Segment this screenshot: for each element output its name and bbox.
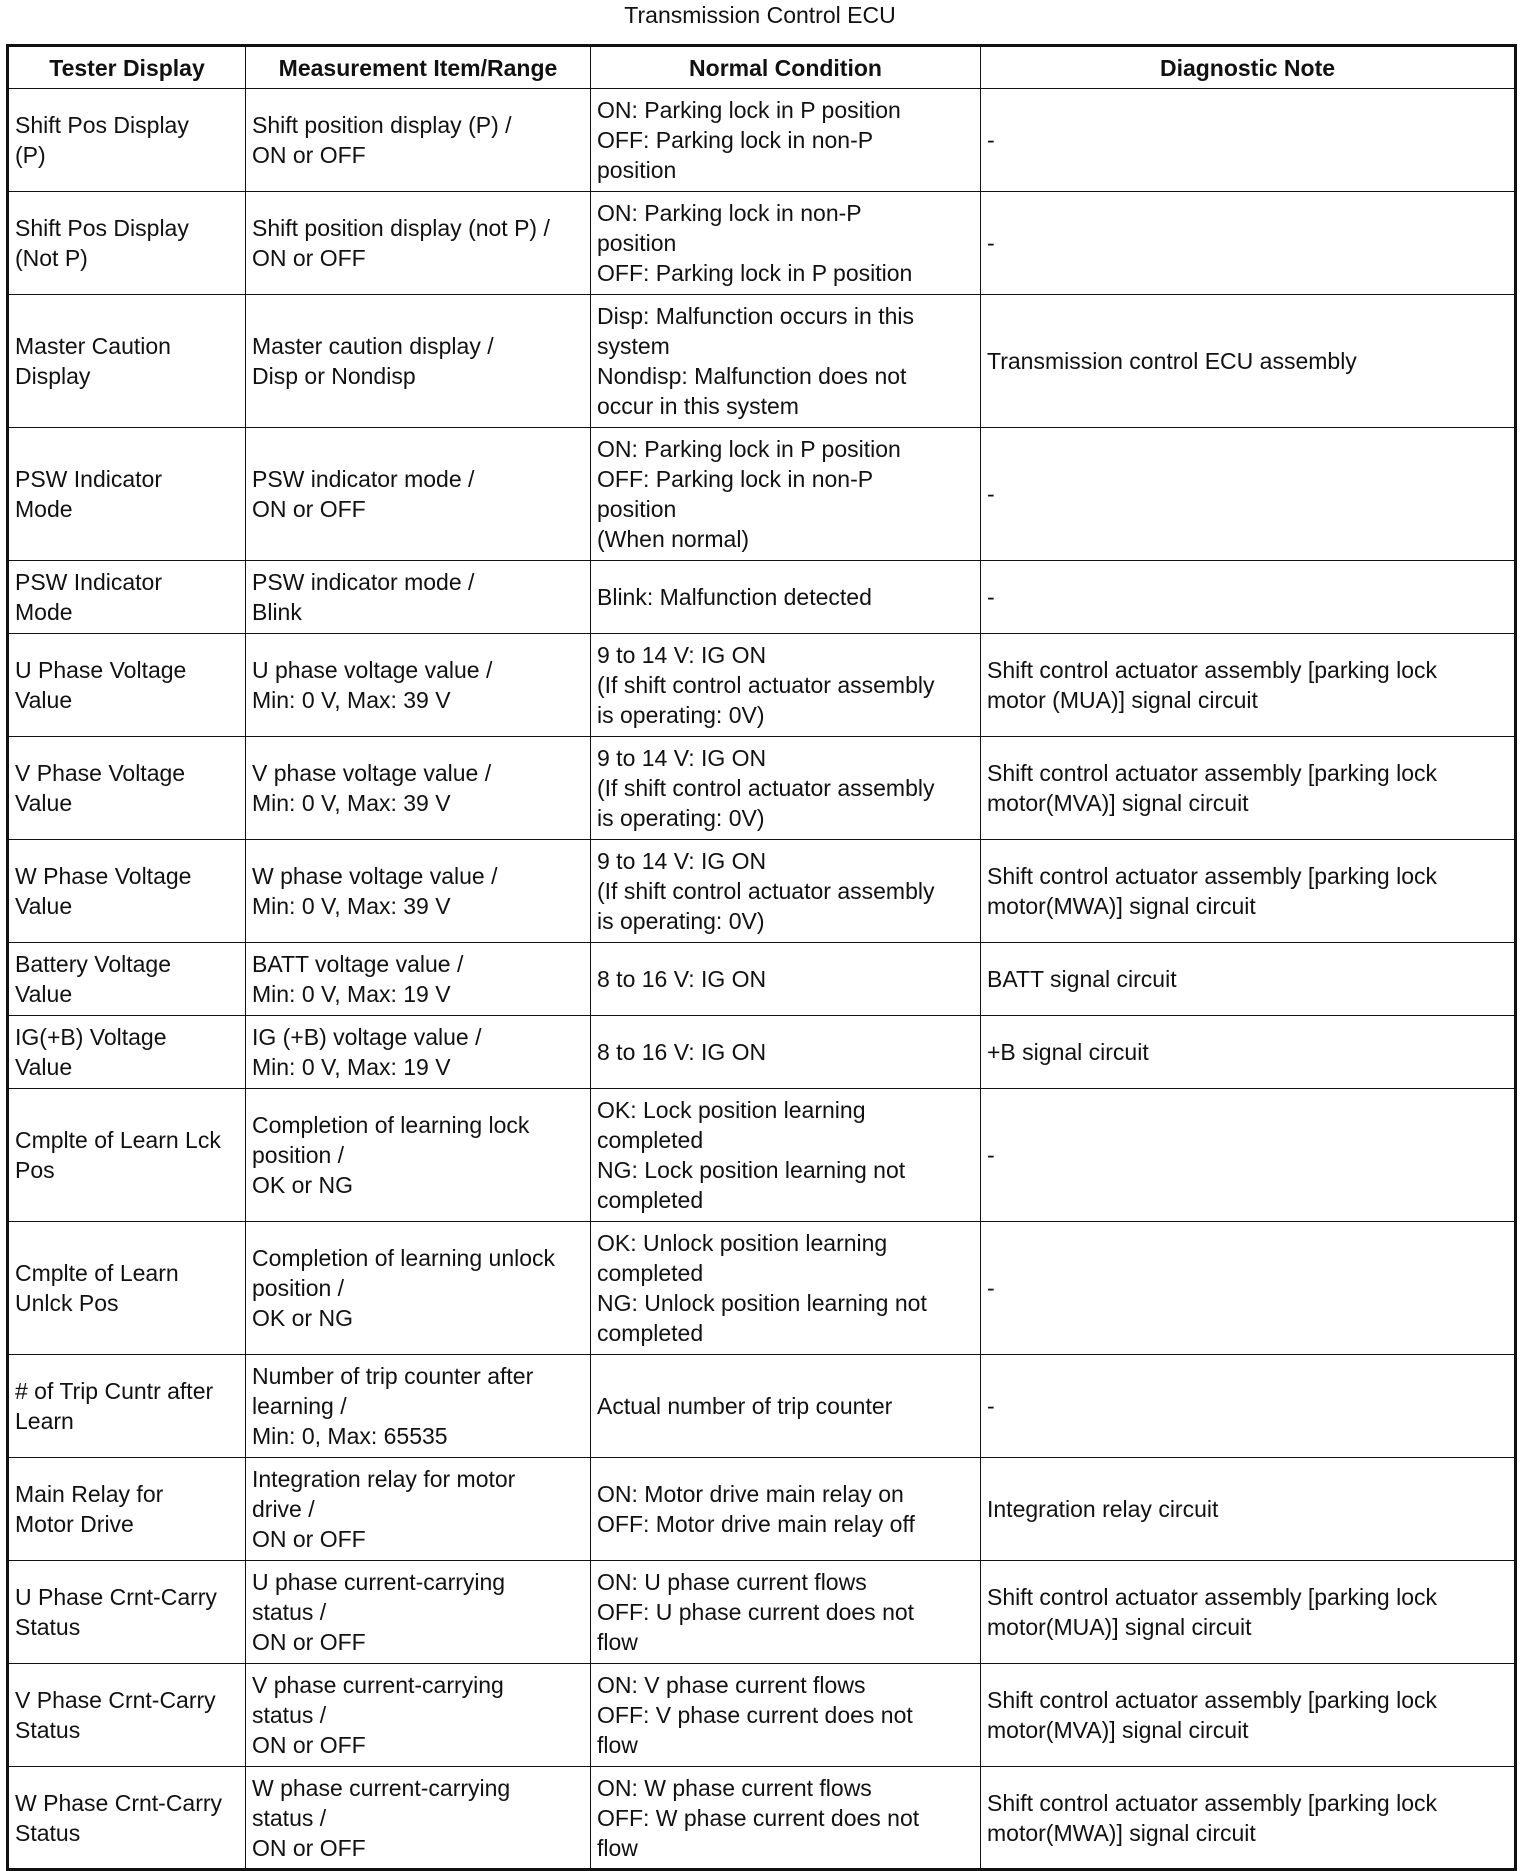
- tester-display-cell: Master Caution Display: [8, 295, 246, 428]
- tester-display-cell: U Phase Crnt-Carry Status: [8, 1561, 246, 1664]
- diagnostic-note-cell: Transmission control ECU assembly: [981, 295, 1516, 428]
- measurement-cell: V phase voltage value / Min: 0 V, Max: 39 V: [246, 737, 591, 840]
- table-row: [8, 192, 1516, 295]
- diagnostic-note-cell: Shift control actuator assembly [parking lock motor (MUA)] signal circuit: [981, 634, 1516, 737]
- tester-display-cell: V Phase Crnt-Carry Status: [8, 1664, 246, 1767]
- tester-display-cell: V Phase Voltage Value: [8, 737, 246, 840]
- diagnostic-note-cell: -: [981, 1222, 1516, 1355]
- normal-condition-cell: ON: U phase current flows OFF: U phase current does not flow: [591, 1561, 981, 1664]
- column-header-tester-display: Tester Display: [8, 46, 246, 89]
- measurement-cell: Completion of learning unlock position / OK or NG: [246, 1222, 591, 1355]
- measurement-cell: Number of trip counter after learning / Min: 0, Max: 65535: [246, 1355, 591, 1458]
- measurement-cell: Completion of learning lock position / OK or NG: [246, 1089, 591, 1222]
- normal-condition-cell: OK: Unlock position learning completed NG: Unlock position learning not completed: [591, 1222, 981, 1355]
- normal-condition-cell: ON: Parking lock in P position OFF: Parking lock in non-P position (When normal): [591, 428, 981, 561]
- measurement-cell: PSW indicator mode / ON or OFF: [246, 428, 591, 561]
- measurement-cell: Integration relay for motor drive / ON or OFF: [246, 1458, 591, 1561]
- normal-condition-cell: ON: V phase current flows OFF: V phase current does not flow: [591, 1664, 981, 1767]
- tester-display-cell: W Phase Voltage Value: [8, 840, 246, 943]
- normal-condition-cell: ON: Parking lock in non-P position OFF: Parking lock in P position: [591, 192, 981, 295]
- measurement-cell: U phase voltage value / Min: 0 V, Max: 39 V: [246, 634, 591, 737]
- diagnostic-note-cell: +B signal circuit: [981, 1016, 1516, 1089]
- diagnostic-note-cell: BATT signal circuit: [981, 943, 1516, 1016]
- diagnostic-note-cell: Integration relay circuit: [981, 1458, 1516, 1561]
- tester-display-cell: Battery Voltage Value: [8, 943, 246, 1016]
- table-row: [8, 561, 1516, 634]
- tester-display-cell: IG(+B) Voltage Value: [8, 1016, 246, 1089]
- normal-condition-cell: 8 to 16 V: IG ON: [591, 943, 981, 1016]
- table-body: [8, 89, 1516, 1870]
- tester-display-cell: U Phase Voltage Value: [8, 634, 246, 737]
- tester-display-cell: Cmplte of Learn Lck Pos: [8, 1089, 246, 1222]
- tester-display-cell: Shift Pos Display (P): [8, 89, 246, 192]
- table-row: [8, 1458, 1516, 1561]
- tester-display-cell: PSW Indicator Mode: [8, 428, 246, 561]
- page-title: Transmission Control ECU: [624, 2, 896, 28]
- table-row: [8, 1664, 1516, 1767]
- table-row: [8, 634, 1516, 737]
- diagnostic-note-cell: Shift control actuator assembly [parking lock motor(MVA)] signal circuit: [981, 737, 1516, 840]
- diagnostic-note-cell: Shift control actuator assembly [parking lock motor(MVA)] signal circuit: [981, 1664, 1516, 1767]
- measurement-cell: IG (+B) voltage value / Min: 0 V, Max: 19 V: [246, 1016, 591, 1089]
- tester-display-cell: PSW Indicator Mode: [8, 561, 246, 634]
- table-row: [8, 1767, 1516, 1870]
- normal-condition-cell: 9 to 14 V: IG ON (If shift control actuator assembly is operating: 0V): [591, 737, 981, 840]
- normal-condition-cell: Blink: Malfunction detected: [591, 561, 981, 634]
- tester-display-cell: Shift Pos Display (Not P): [8, 192, 246, 295]
- measurement-cell: V phase current-carrying status / ON or OFF: [246, 1664, 591, 1767]
- diagnostic-note-cell: Shift control actuator assembly [parking lock motor(MWA)] signal circuit: [981, 1767, 1516, 1870]
- diagnostic-note-cell: -: [981, 1089, 1516, 1222]
- measurement-cell: W phase current-carrying status / ON or OFF: [246, 1767, 591, 1870]
- diagnostic-note-cell: Shift control actuator assembly [parking lock motor(MWA)] signal circuit: [981, 840, 1516, 943]
- measurement-cell: U phase current-carrying status / ON or OFF: [246, 1561, 591, 1664]
- measurement-cell: W phase voltage value / Min: 0 V, Max: 39 V: [246, 840, 591, 943]
- diagnostic-note-cell: -: [981, 192, 1516, 295]
- column-header-normal-condition: Normal Condition: [591, 46, 981, 89]
- measurement-cell: Shift position display (P) / ON or OFF: [246, 89, 591, 192]
- tester-display-cell: Main Relay for Motor Drive: [8, 1458, 246, 1561]
- tester-display-cell: # of Trip Cuntr after Learn: [8, 1355, 246, 1458]
- measurement-cell: BATT voltage value / Min: 0 V, Max: 19 V: [246, 943, 591, 1016]
- table-row: [8, 1016, 1516, 1089]
- table-row: [8, 943, 1516, 1016]
- table-row: [8, 428, 1516, 561]
- tester-display-cell: Cmplte of Learn Unlck Pos: [8, 1222, 246, 1355]
- measurement-cell: Shift position display (not P) / ON or OFF: [246, 192, 591, 295]
- column-header-diagnostic-note: Diagnostic Note: [981, 46, 1516, 89]
- data-table: [6, 44, 1517, 1871]
- normal-condition-cell: Disp: Malfunction occurs in this system Nondisp: Malfunction does not occur in this system: [591, 295, 981, 428]
- diagnostic-note-cell: -: [981, 561, 1516, 634]
- normal-condition-cell: 9 to 14 V: IG ON (If shift control actuator assembly is operating: 0V): [591, 634, 981, 737]
- normal-condition-cell: 9 to 14 V: IG ON (If shift control actuator assembly is operating: 0V): [591, 840, 981, 943]
- normal-condition-cell: ON: Parking lock in P position OFF: Parking lock in non-P position: [591, 89, 981, 192]
- diagnostic-note-cell: -: [981, 89, 1516, 192]
- column-header-measurement-item: Measurement Item/Range: [246, 46, 591, 89]
- diagnostic-note-cell: -: [981, 1355, 1516, 1458]
- table-row: [8, 1089, 1516, 1222]
- measurement-cell: Master caution display / Disp or Nondisp: [246, 295, 591, 428]
- table-row: [8, 737, 1516, 840]
- normal-condition-cell: ON: W phase current flows OFF: W phase current does not flow: [591, 1767, 981, 1870]
- table-row: [8, 1222, 1516, 1355]
- table-row: [8, 89, 1516, 192]
- table-row: [8, 840, 1516, 943]
- diagnostic-note-cell: Shift control actuator assembly [parking lock motor(MUA)] signal circuit: [981, 1561, 1516, 1664]
- normal-condition-cell: ON: Motor drive main relay on OFF: Motor drive main relay off: [591, 1458, 981, 1561]
- table-row: [8, 1355, 1516, 1458]
- table-row: [8, 295, 1516, 428]
- table-row: [8, 1561, 1516, 1664]
- normal-condition-cell: 8 to 16 V: IG ON: [591, 1016, 981, 1089]
- tester-display-cell: W Phase Crnt-Carry Status: [8, 1767, 246, 1870]
- normal-condition-cell: Actual number of trip counter: [591, 1355, 981, 1458]
- normal-condition-cell: OK: Lock position learning completed NG: Lock position learning not completed: [591, 1089, 981, 1222]
- table-header-row: [8, 46, 1516, 89]
- measurement-cell: PSW indicator mode / Blink: [246, 561, 591, 634]
- diagnostic-note-cell: -: [981, 428, 1516, 561]
